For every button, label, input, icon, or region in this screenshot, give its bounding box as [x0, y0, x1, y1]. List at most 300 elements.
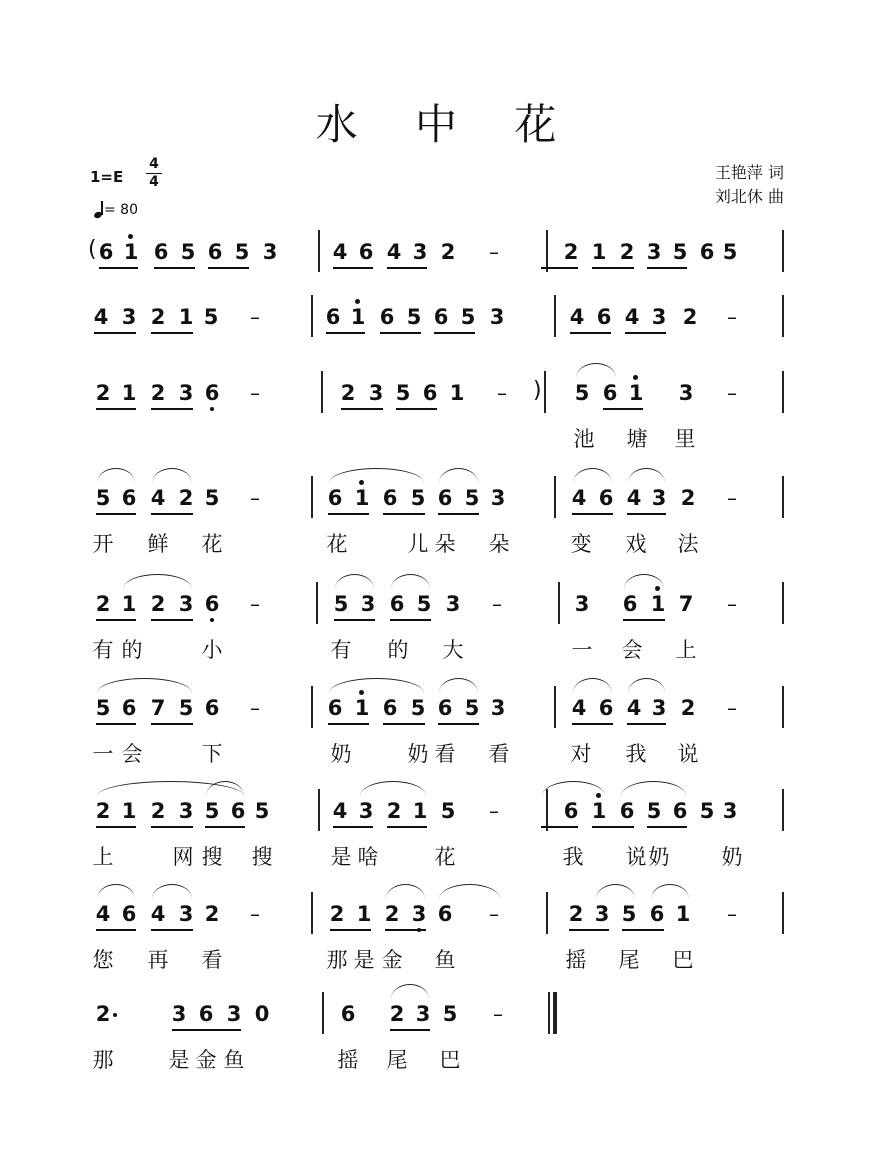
sustain-dash: – [727, 696, 737, 720]
note: 5 [464, 696, 480, 720]
lyric-char: 有 [330, 638, 352, 662]
sustain-dash: – [727, 486, 737, 510]
note: 6 [382, 486, 398, 510]
lyric-char: 池 [573, 427, 595, 451]
note: 5 [442, 1002, 458, 1026]
beam-underline [622, 929, 664, 931]
slur [573, 468, 612, 483]
note: 4 [332, 799, 348, 823]
bar-line [544, 371, 546, 413]
note: 3 [445, 592, 461, 616]
note: 5 [234, 240, 250, 264]
note: 2 [95, 592, 111, 616]
beam-underline [434, 332, 475, 334]
note: 5 [646, 799, 662, 823]
note: 3 [178, 592, 194, 616]
beam-underline [96, 826, 136, 828]
note: 2 [329, 902, 345, 926]
note: 2 [340, 381, 356, 405]
beam-underline [172, 1029, 241, 1031]
note: 6 [358, 240, 374, 264]
sustain-dash: – [489, 240, 499, 264]
beam-underline [592, 267, 634, 269]
lyric-char: 再 [147, 948, 169, 972]
beam-underline [572, 513, 613, 515]
note: 2 [680, 696, 696, 720]
note: 1 [449, 381, 465, 405]
note: 4 [569, 305, 585, 329]
note: 6 [230, 799, 246, 823]
note: 6 [198, 1002, 214, 1026]
bar-line [316, 582, 318, 624]
note: 6 [437, 486, 453, 510]
note: 5 [254, 799, 270, 823]
lyric-char: 尾 [618, 948, 640, 972]
note: 3 [490, 486, 506, 510]
bar-line [322, 992, 324, 1034]
note: 1 [412, 799, 428, 823]
bar-line [546, 892, 548, 934]
note: 6 [204, 592, 220, 616]
lyric-char: 奶 [648, 845, 670, 869]
note: 4 [150, 902, 166, 926]
note: 3 [574, 592, 590, 616]
note: 2 [568, 902, 584, 926]
note: 4 [150, 486, 166, 510]
note: 5 [410, 486, 426, 510]
note: 3 [178, 381, 194, 405]
note: 6 [153, 240, 169, 264]
beam-underline [541, 826, 578, 828]
slur [386, 884, 425, 899]
note: 5 [203, 305, 219, 329]
note: 3 [489, 305, 505, 329]
note: 6 [598, 696, 614, 720]
note: 4 [332, 240, 348, 264]
note: 6 [596, 305, 612, 329]
note: 1 [121, 799, 137, 823]
note: 5 [406, 305, 422, 329]
bar-line [321, 371, 323, 413]
beam-underline [387, 267, 427, 269]
beam-underline [380, 332, 421, 334]
sustain-dash: – [250, 381, 260, 405]
note: 3 [594, 902, 610, 926]
note: 6 [649, 902, 665, 926]
note: 7 [150, 696, 166, 720]
note: 3 [651, 696, 667, 720]
note: 5 [178, 696, 194, 720]
lyric-char: 啥 [357, 845, 379, 869]
note: 6 [422, 381, 438, 405]
page-title: 水 中 花 [315, 100, 579, 149]
note: 6 [121, 486, 137, 510]
note: 1 [178, 305, 194, 329]
note: 2 [95, 799, 111, 823]
note: 6 [204, 381, 220, 405]
note: 3 [722, 799, 738, 823]
note: 2 [682, 305, 698, 329]
note: 5 [333, 592, 349, 616]
lyric-char: 鲜 [147, 532, 169, 556]
slur [439, 468, 478, 483]
lyric-char: 那 [92, 1048, 114, 1072]
bar-line [782, 892, 784, 934]
note: 1 [628, 381, 644, 405]
note: 1 [356, 902, 372, 926]
sustain-dash: – [250, 486, 260, 510]
lyric-char: 看 [201, 948, 223, 972]
sustain-dash: – [250, 592, 260, 616]
lyric-char: 巴 [672, 948, 694, 972]
lyric-char: 摇 [565, 948, 587, 972]
beam-underline [96, 929, 136, 931]
note: 6 [389, 592, 405, 616]
note: 5 [204, 486, 220, 510]
beam-underline [570, 332, 611, 334]
note: 6 [437, 902, 453, 926]
note: 4 [624, 305, 640, 329]
bar-line [782, 230, 784, 272]
bar-line [558, 582, 560, 624]
beam-underline [623, 619, 665, 621]
final-bar-line [553, 992, 557, 1034]
beam-underline [627, 723, 666, 725]
beam-underline [603, 408, 643, 410]
lyric-char: 金 [195, 1048, 217, 1072]
slur [97, 884, 135, 899]
beam-underline [328, 513, 369, 515]
beam-underline [438, 723, 479, 725]
slur [391, 984, 429, 999]
note: 3 [226, 1002, 242, 1026]
note: 1 [591, 240, 607, 264]
beam-underline [333, 267, 373, 269]
slur [542, 781, 605, 796]
note: 3 [412, 240, 428, 264]
slur [329, 678, 424, 693]
note: 6 [121, 902, 137, 926]
note: 2 [150, 799, 166, 823]
note: 1 [121, 592, 137, 616]
lyric-char: 朵 [488, 532, 510, 556]
lyric-char: 变 [570, 532, 592, 556]
note: 3 [490, 696, 506, 720]
sustain-dash: – [250, 305, 260, 329]
lyric-char: 是 [168, 1048, 190, 1072]
note: 4 [626, 696, 642, 720]
bar-line [782, 371, 784, 413]
lyric-char: 尾 [386, 1048, 408, 1072]
note: 6 [437, 696, 453, 720]
beam-underline [390, 1029, 430, 1031]
beam-underline [330, 929, 371, 931]
lyric-char: 开 [92, 532, 114, 556]
lyric-char: 是 [353, 948, 375, 972]
note: 5 [395, 381, 411, 405]
note: 4 [571, 696, 587, 720]
note: 5 [722, 240, 738, 264]
note: 2 [150, 305, 166, 329]
slur [628, 678, 665, 693]
note: 5 [204, 799, 220, 823]
lyric-char: 法 [677, 532, 699, 556]
lyric-char: 塘 [626, 427, 648, 451]
beam-underline [592, 826, 634, 828]
note: 1 [350, 305, 366, 329]
note: 3 [121, 305, 137, 329]
sustain-dash: – [727, 305, 737, 329]
note: 6 [207, 240, 223, 264]
beam-underline [647, 826, 687, 828]
note: 6 [699, 240, 715, 264]
note: 2 [389, 1002, 405, 1026]
slur [329, 468, 424, 483]
bar-line [782, 476, 784, 518]
slur [651, 884, 689, 899]
note: 5 [410, 696, 426, 720]
note: 6 [433, 305, 449, 329]
lyric-char: 戏 [625, 532, 647, 556]
bar-line [546, 230, 548, 272]
sustain-dash: – [250, 902, 260, 926]
time-signature [146, 157, 162, 190]
note: 5 [699, 799, 715, 823]
note: 3 [368, 381, 384, 405]
slur [624, 574, 664, 589]
sustain-dash: – [489, 902, 499, 926]
lyric-char: 鱼 [434, 948, 456, 972]
note: 4 [93, 305, 109, 329]
note: 1 [121, 381, 137, 405]
note: 6 [121, 696, 137, 720]
beam-underline [647, 267, 687, 269]
beam-underline [383, 723, 425, 725]
lyric-char: 里 [674, 427, 696, 451]
beam-underline [334, 619, 375, 621]
time-signature-top: 4 [149, 156, 159, 172]
lyric-char: 有 [92, 638, 114, 662]
note: 1 [650, 592, 666, 616]
lyric-char: 大 [442, 638, 464, 662]
lyric-char: 您 [92, 948, 114, 972]
beam-underline [541, 267, 578, 269]
note: 2 [95, 381, 111, 405]
beam-underline [154, 267, 195, 269]
bar-line [311, 686, 313, 728]
beam-underline [151, 826, 193, 828]
lyric-char: 看 [434, 742, 456, 766]
slur [123, 574, 192, 589]
note: 3 [178, 902, 194, 926]
sustain-dash: – [727, 592, 737, 616]
note: 4 [626, 486, 642, 510]
lyric-char: 会 [121, 742, 143, 766]
lyric-char: 花 [434, 845, 456, 869]
note: 1 [354, 486, 370, 510]
bar-line [782, 582, 784, 624]
note: 2 [680, 486, 696, 510]
lyric-char: 上 [675, 638, 697, 662]
bar-line [311, 476, 313, 518]
note: 2 [150, 592, 166, 616]
note: 6 [325, 305, 341, 329]
lyric-char: 说 [625, 845, 647, 869]
note: 6 [602, 381, 618, 405]
slur [596, 884, 635, 899]
lyric-char: 那 [326, 948, 348, 972]
beam-underline [385, 929, 426, 931]
beam-underline [96, 408, 136, 410]
beam-underline [96, 513, 136, 515]
bar-line [554, 295, 556, 337]
note: 6 [382, 696, 398, 720]
note: 5 [416, 592, 432, 616]
sustain-dash: – [492, 592, 502, 616]
beam-underline [390, 619, 431, 621]
repeat-parenthesis: ) [533, 378, 542, 403]
beam-underline [205, 826, 245, 828]
slur [576, 363, 616, 378]
slur [628, 468, 665, 483]
slur [335, 574, 374, 589]
note: 2 [386, 799, 402, 823]
repeat-parenthesis: ( [88, 237, 97, 262]
note: 6 [622, 592, 638, 616]
beam-underline [96, 619, 136, 621]
time-signature-bottom: 4 [149, 174, 159, 190]
note: 4 [571, 486, 587, 510]
note: 6 [619, 799, 635, 823]
note: 7 [678, 592, 694, 616]
note: 5 [621, 902, 637, 926]
beam-underline [625, 332, 666, 334]
lyric-char: 一 [571, 638, 593, 662]
composer-credit: 刘北休 曲 [714, 187, 784, 206]
note: 5 [440, 799, 456, 823]
beam-underline [333, 826, 373, 828]
note: 6 [327, 696, 343, 720]
sustain-dash: – [727, 902, 737, 926]
beam-underline [328, 723, 369, 725]
lyric-char: 网 [172, 845, 194, 869]
lyric-char: 奶 [330, 742, 352, 766]
note: 2 [95, 1002, 111, 1026]
sustain-dash: – [489, 799, 499, 823]
beam-underline [94, 332, 136, 334]
sustain-dash: – [497, 381, 507, 405]
tempo-marking [94, 200, 138, 218]
beam-underline [396, 408, 437, 410]
note: 3 [360, 592, 376, 616]
note: 6 [379, 305, 395, 329]
beam-underline [96, 723, 136, 725]
note: 1 [591, 799, 607, 823]
bar-line [782, 295, 784, 337]
lyric-char: 对 [570, 742, 592, 766]
note: 4 [95, 902, 111, 926]
lyric-char: 小 [201, 638, 223, 662]
beam-underline [151, 513, 193, 515]
beam-underline [151, 723, 193, 725]
lyric-char: 儿 [407, 532, 429, 556]
note: 3 [415, 1002, 431, 1026]
note: 1 [354, 696, 370, 720]
lyric-char: 金 [381, 948, 403, 972]
note: 1 [675, 902, 691, 926]
note: 5 [460, 305, 476, 329]
tempo-value: = 80 [104, 202, 138, 218]
note: 3 [178, 799, 194, 823]
note: 3 [651, 305, 667, 329]
note: 6 [598, 486, 614, 510]
slur [152, 884, 192, 899]
key-signature: 1=E [90, 168, 124, 186]
note: 3 [646, 240, 662, 264]
beam-underline [151, 332, 193, 334]
note: 5 [464, 486, 480, 510]
note: 5 [180, 240, 196, 264]
slur [391, 574, 430, 589]
slur [97, 678, 192, 693]
lyric-char: 的 [121, 638, 143, 662]
quarter-note-icon [94, 200, 104, 218]
note: 0 [254, 1002, 270, 1026]
beam-underline [627, 513, 666, 515]
lyric-char: 奶 [721, 845, 743, 869]
slur [573, 678, 612, 693]
slur [439, 678, 478, 693]
lyric-char: 我 [625, 742, 647, 766]
bar-line [311, 892, 313, 934]
beam-underline [341, 408, 383, 410]
note: 5 [95, 486, 111, 510]
note: 5 [574, 381, 590, 405]
note: 1 [123, 240, 139, 264]
lyric-char: 搜 [251, 845, 273, 869]
note: 4 [386, 240, 402, 264]
note: 6 [563, 799, 579, 823]
beam-underline [208, 267, 249, 269]
note: 2 [204, 902, 220, 926]
lyric-char: 一 [92, 742, 114, 766]
slur [360, 781, 426, 796]
lyricist-credit: 王艳萍 词 [714, 163, 784, 182]
lyric-char: 看 [488, 742, 510, 766]
beam-underline [387, 826, 427, 828]
lyric-char: 的 [387, 638, 409, 662]
note: 2 [384, 902, 400, 926]
bar-line [554, 686, 556, 728]
note: 3 [411, 902, 427, 926]
beam-underline [383, 513, 425, 515]
lyric-char: 巴 [439, 1048, 461, 1072]
note: 3 [358, 799, 374, 823]
slur [439, 884, 500, 899]
slur [97, 468, 135, 483]
lyric-char: 花 [201, 532, 223, 556]
note: 6 [204, 696, 220, 720]
bar-line [554, 476, 556, 518]
beam-underline [151, 929, 193, 931]
bar-line [311, 295, 313, 337]
note: 5 [672, 240, 688, 264]
note: 2 [150, 381, 166, 405]
note: 6 [327, 486, 343, 510]
beam-underline [99, 267, 138, 269]
sustain-dash: – [493, 1002, 503, 1026]
note: 2 [440, 240, 456, 264]
